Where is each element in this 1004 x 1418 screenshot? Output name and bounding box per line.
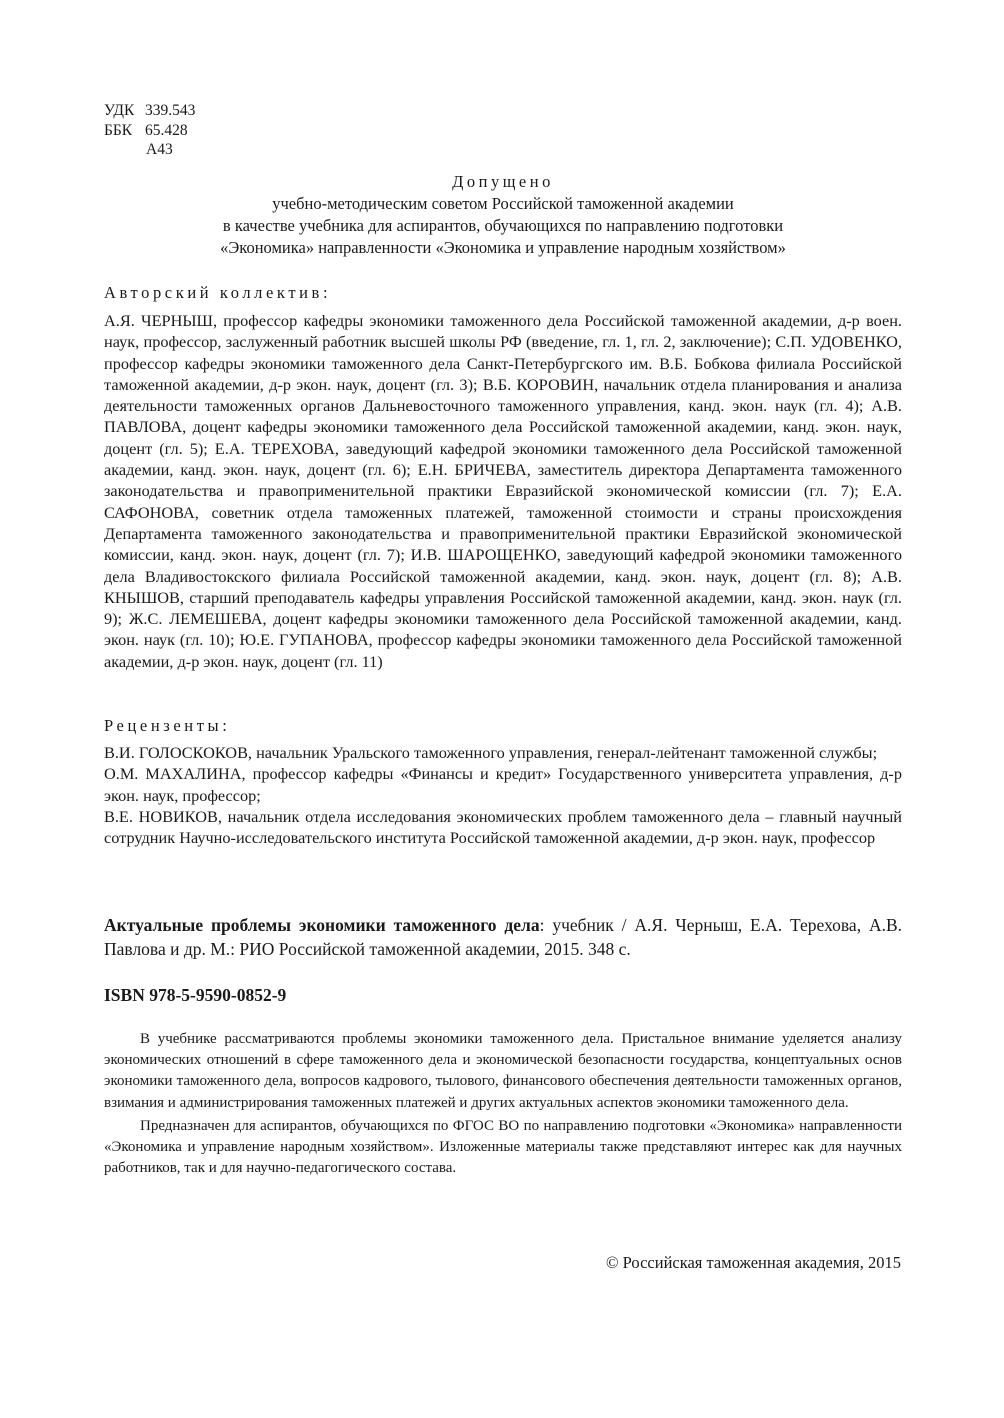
isbn: ISBN 978-5-9590-0852-9 xyxy=(104,985,287,1005)
udk-value: 339.543 xyxy=(145,102,196,119)
citation-title: Актуальные проблемы экономики таможенного дела xyxy=(104,915,540,935)
abstract-paragraph: В учебнике рассматриваются проблемы экономики таможенного дела. Пристальное внимание уделяется анализу экономических отношений в сфере таможенного дела и экономической безопасности государства, концептуальных основ экономики таможенного дела, вопросов кадрового, тылового, финансового обеспечения деятельности таможенных органов, взимания и администрирования таможенных платежей и других актуальных аспектов экономики таможенного дела. xyxy=(104,1031,902,1111)
abstract-paragraph: Предназначен для аспирантов, обучающихся по ФГОС ВО по направлению подготовки «Экономика» направленности «Экономика и управление народным хозяйством». Изложенные материалы также представляют интерес как для научных работников, так и для научно-педагогического состава. xyxy=(104,1117,902,1177)
approval-line: учебно-методическим советом Российской таможенной академии xyxy=(272,194,734,213)
udk-row xyxy=(104,101,195,121)
reviewer-item: О.М. МАХАЛИНА, профессор кафедры «Финансы и кредит» Государственного университета управления, д-р экон. наук, профессор; xyxy=(104,764,902,805)
copyright-notice: © Российская таможенная академия, 2015 xyxy=(606,1253,901,1272)
reviewer-item: В.Е. НОВИКОВ, начальник отдела исследования экономических проблем таможенного дела – главный научный сотрудник Научно-исследовательского института Российской таможенной академии, д-р экон. наук, профессор xyxy=(104,806,902,848)
authors-text xyxy=(104,310,902,672)
approval-line: в качестве учебника для аспирантов, обучающихся по направлению подготовки xyxy=(222,216,784,235)
approval-heading: Допущено xyxy=(452,172,554,191)
approval-block xyxy=(104,171,902,259)
approval-line: «Экономика» направленности «Экономика и управление народным хозяйством» xyxy=(220,238,786,257)
authors-paragraph: А.Я. ЧЕРНЫШ, профессор кафедры экономики таможенного дела Российской таможенной академии, д-р воен. наук, профессор, заслуженный работник высшей школы РФ (введение, гл. 1, гл. 2, заключение); С.П. УДОВЕНКО, профессор кафедры экономики таможенного дела Санкт-Петербургского им. В.Б. Бобкова филиала Российской таможенной академии, д-р экон. наук, доцент (гл. 3); В.Б. КОРОВИН, начальник отдела планирования и анализа деятельности таможенных органов Дальневосточного таможенного управления, канд. экон. наук (гл. 4); А.В. ПАВЛОВА, доцент кафедры экономики таможенного дела Российской таможенной академии, канд. экон. наук, доцент (гл. 5); Е.А. ТЕРЕХОВА, заведующий кафедрой экономики таможенного дела Российской таможенной академии, канд. экон. наук, доцент (гл. 6); Е.Н. БРИЧЕВА, заместитель директора Департамента таможенного законодательства и правоприменительной практики Евразийской экономической комиссии (гл. 7); Е.А. САФОНОВА, советник отдела таможенных платежей, таможенной стоимости и страны происхождения Департамента таможенного законодательства и правоприменительной практики Евразийской экономической комиссии, канд. экон. наук, доцент (гл. 7); И.В. ШАРОЩЕНКО, заведующий кафедрой экономики таможенного дела Владивостокского филиала Российской таможенной академии, канд. экон. наук, доцент (гл. 8); А.В. КНЫШОВ, старший преподаватель кафедры управления Российской таможенной академии, канд. экон. наук (гл. 9); Ж.С. ЛЕМЕШЕВА, доцент кафедры экономики таможенного дела Российской таможенной академии, канд. экон. наук (гл. 10); Ю.Е. ГУПАНОВА, профессор кафедры экономики таможенного дела Российской таможенной академии, д-р экон. наук, доцент (гл. 11) xyxy=(104,311,902,671)
reviewers-list xyxy=(104,742,902,848)
author-sign: А43 xyxy=(146,141,173,158)
bbk-value: 65.428 xyxy=(145,121,188,139)
abstract xyxy=(104,1029,902,1181)
bbk-row xyxy=(104,121,195,141)
bibliographic-citation xyxy=(104,913,902,961)
citation-details: : учебник / А.Я. Черныш, Е.А. Терехова, А.В. Павлова и др. М.: РИО Российской таможенной академии, 2015. 348 с. xyxy=(104,915,903,959)
authors-label: Авторский коллектив: xyxy=(104,283,332,302)
bbk-label: ББК xyxy=(104,121,133,139)
udk-label: УДК xyxy=(104,102,135,119)
reviewers-label: Рецензенты: xyxy=(104,716,231,735)
classification-codes xyxy=(104,101,195,160)
reviewer-item: В.И. ГОЛОСКОКОВ, начальник Уральского таможенного управления, генерал-лейтенант таможенной службы; xyxy=(104,743,878,762)
